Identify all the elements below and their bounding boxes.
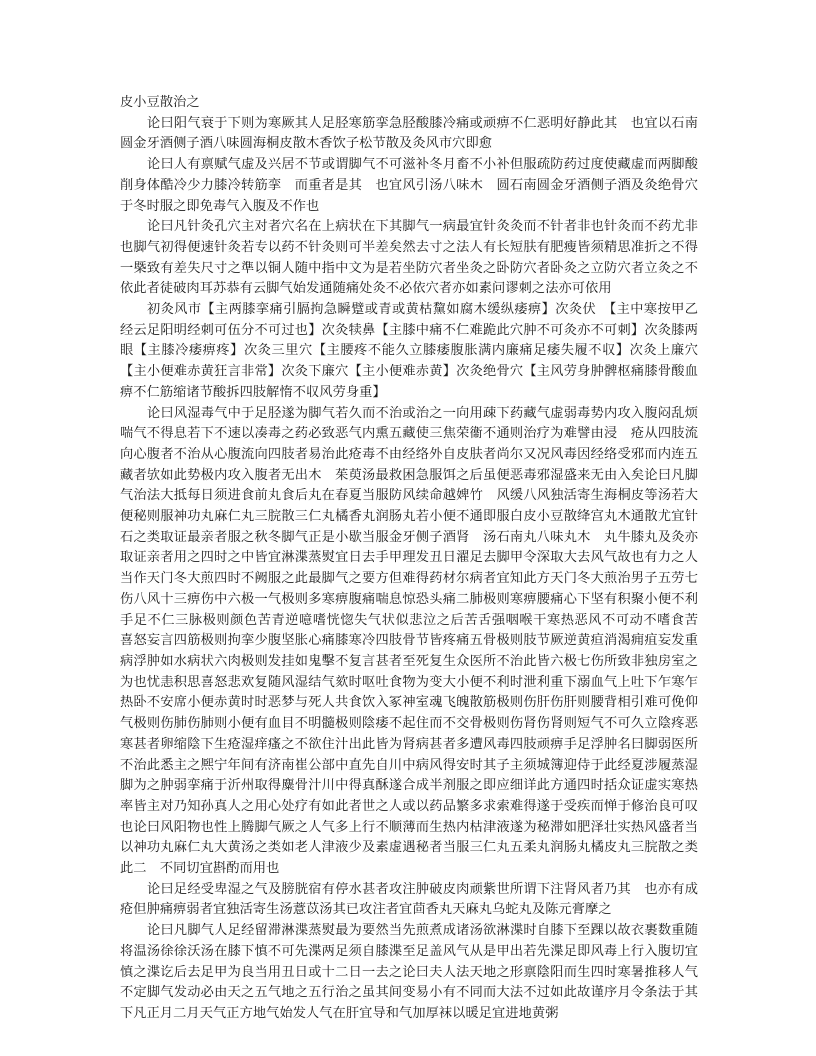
paragraph-deficiency: 论曰人有禀赋气虚及兴居不节或谓脚气不可滋补冬月畜不小补但服疏防药过度使藏虚而两脚酸削身体酷冷少力膝冷转筋挛 而重者是其 也宜风引汤八味木 圆石南圆金牙酒侧子酒及灸绝骨穴于冬时服之即免毒气入腹及不作也 [120,157,698,214]
paragraph-washing-method: 论曰凡脚气人足经留滞淋渫蒸熨最为要然当先煎煮成诸汤欲淋渫时自膝下至踝以故衣裹数重随将温汤徐徐沃汤在膝下慎不可先渫两足须自膝渫至足盖风气从是甲出若先渫足即风毒上行入腹切宜慎之渫讫后去足甲为良当用丑日或十二日一去之论曰夫人法天地之形禀陰阳而生四时寒暑推移人气不定脚气发动必由天之五气地之五行治之虽其间变易小有不同而大法不过如此故谨序月令条法于其下凡正月二月天气正方地气始发人气在肝宜导和气加厚袜以暖足宜进地黄粥 [120,923,698,1021]
paragraph-moxibustion-points: 初灸风市【主两膝挛痛引膈拘急瞬躄或青或黄枯黧如腐木缓纵痿痹】次灸伏 【主中寒按甲乙经云足阳明经刺可伍分不可过也】次灸犊鼻【主膝中痛不仁难跪此穴肿不可灸亦不可刺】次灸膝两眼【主膝冷痿痹疼】次灸三里穴【主腰疼不能久立膝痿腹胀满内廉痛足痿失履不収】次灸上廉穴【主小便难赤黄狂言非常】次灸下廉穴【主小便难赤黄】次灸绝骨穴【主风劳身肿髀枢痛膝骨酸血痹不仁筋缩诸节酸拆四肢解惰不収风劳身重】 [120,302,698,400]
paragraph-foot-meridian: 论曰足经受卑湿之气及膀胱宿有停水甚者攻注肿破皮肉顽紫世所谓下注肾风者乃其 也亦有成疮但肿痛痹弱者宜独活寄生汤薏苡汤其已攻注者宜茴香丸天麻丸乌蛇丸及陈元膏摩之 [120,881,698,918]
page-heading: 皮小豆散治之 [120,95,200,110]
paragraph-wind-dampness: 论曰风湿毒气中于足胫遂为脚气若久而不治或治之一向用疎下药藏气虚弱毒势内攻入腹闷乱烦喘气不得息若下不速以凑毒之药必致恶气内熏五藏使三焦荣衞不通则治疗为难譬由浸 疮从四肢流向心腹者不治从心腹流向四肢者易治此疮毒不由经络外自皮肤者尚尔又况风毒因经络受邪而内连五藏者欤如此势极内攻入腹者无出木 茱萸汤最救困急服饵之后虽便恶毒邪湿盛来无由入矣论曰凡脚气治法大抵每日须进食前丸食后丸在春夏当服防风续命越婢竹 风缓八风独活寄生海桐皮等汤若大便秘则服神功丸麻仁丸三脘散三仁丸橘香丸润肠丸若小便不通即服白皮小豆散绛宫丸木通散尤宜针石之类取证最亲者服之秋冬脚气正是小歇当服金牙侧子酒肾 汤石南丸八味丸木 丸牛膝丸及灸亦取证亲者用之四时之中皆宜淋渫蒸熨宜日去手甲理发丑日濯足去脚甲令深取大去风气故也有力之人当作天门冬大煎四时不阙服之此最脚气之要方但难得药材尔病者宜知此方天门冬大煎治男子五劳七伤八风十三痹伤中六极一气极则多寒痹腹痛喘息惊恐头痛二肺极则寒痹腰痛心下坚有积聚小便不利手足不仁三脉极则颜色苦青逆噫嗜恍惚失气状似悲泣之后苦舌强咽喉干寒热恶风不可动不嗜食苦 喜怒妄言四筋极则拘挛少腹坚胀心痛膝寒冷四肢骨节皆疼痛五骨极则肢节厥逆黄疸消渴痈疽妄发重病浮肿如水病状六肉极则发挂如鬼擊不复言甚者至死复生众医所不治此皆六极七伤所致非独房室之为也忧恚积思喜怒悲欢复随风湿结气欬时呕吐食物为变大小便不利时泄利重下溺血气上吐下乍寒乍热卧不安席小便赤黄时时恶梦与死人共食饮入冢神室魂飞魄散筋极则伤肝伤肝则腰背相引难可俛仰气极则伤肺伤肺则小便有血目不明髓极则陰痿不起住而不交骨极则伤肾伤肾则短气不可久立陰疼恶寒甚者卵缩陰下生疮湿痒瘙之不欲住汁出此皆为肾病甚者多遭风毒四肢顽痹手足浮肿名曰脚弱医所不治此悉主之熈宁年间有济南崔公部中直先自川中病风得安时其子主须城簿迎侍于此经夏涉履蒸湿脚为之肿弱挛痛于沂州取得麋骨汁川中得真酥遂合成半剂服之即应细详此方通四时括众证虚实寒热率皆主对乃知孙真人之用心处疗有如此者世之人或以药品繁多求索难得遂于受疾而惮于修治良可叹也论曰风阳物也性上腾脚气厥之人气多上行不顺薄而生热内枯津液遂为秘滞如肥泽壮实热风盛者当以神功丸麻仁丸大黄汤之类如老人津液少及素虚遇秘者当服三仁丸五柔丸润肠丸橘皮丸三脘散之类此二 不同切宜斟酌而用也 [120,405,712,877]
paragraph-cold-syndrome: 论曰阳气衰于下则为寒厥其人足胫寒筋挛急胫酸膝冷痛或顽痹不仁恶明好静此其 也宜以石南圆金牙酒侧子酒八味圆海桐皮散木香饮子松节散及灸风市穴即愈 [120,115,698,152]
paragraph-acupuncture: 论曰凡针灸孔穴主对者穴名在上病状在下其脚气一病最宜针灸灸而不针者非也针灸而不药尤非也脚气初得便速针灸若专以药不针灸则可半差矣然去寸之法人有长短肤有肥瘦皆须精思准折之不得一槩致有差失尺寸之準以铜人随中指中文为是若坐防穴者坐灸之卧防穴者卧灸之立防穴者立灸之不依此者徒破肉耳苏恭有云脚气始发通随痛处灸不必依穴者亦如素问谬刺之法亦可依用 [120,219,698,297]
